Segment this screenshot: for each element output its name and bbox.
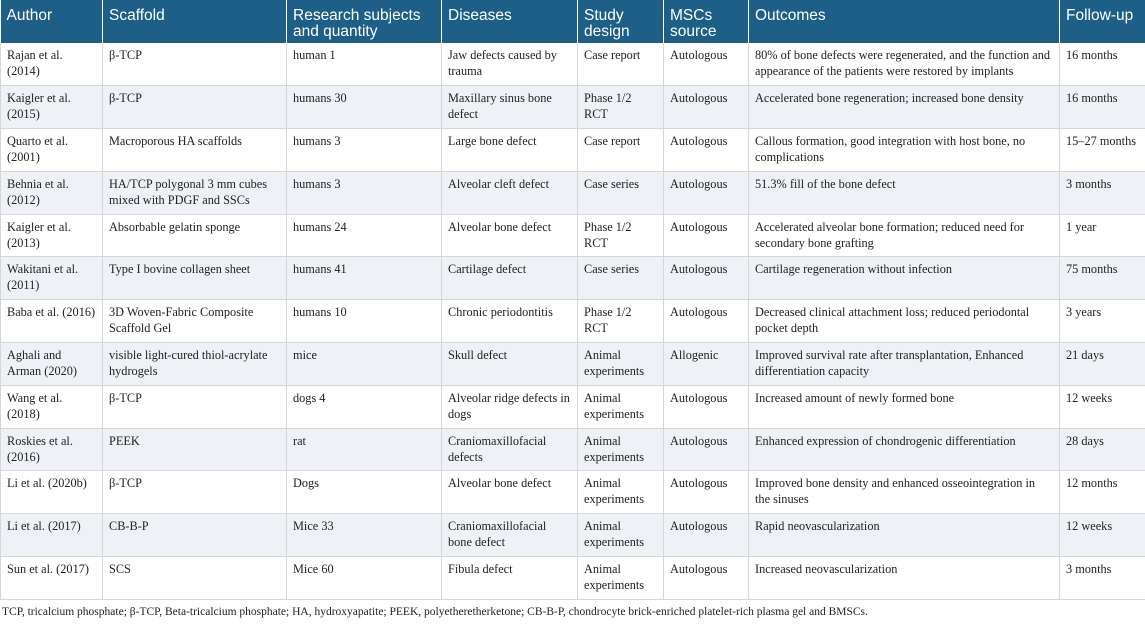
cell-diseases: Alveolar cleft defect [442,171,578,214]
table-footnote: TCP, tricalcium phosphate; β-TCP, Beta-tricalcium phosphate; HA, hydroxyapatite; PEEK, polyetheretherketone; CB-B-P, chondrocyte brick-enriched platelet-rich plasma gel and BMSCs. [2,605,868,618]
cell-diseases: Large bone defect [442,129,578,172]
cell-follow-up: 12 weeks [1060,385,1145,428]
cell-follow-up: 12 months [1060,471,1145,514]
cell-subjects: humans 3 [287,171,442,214]
cell-author: Baba et al. (2016) [1,300,103,343]
cell-subjects: human 1 [287,43,442,86]
cell-study-design: Phase 1/2 RCT [578,86,664,129]
table-row [1,300,1145,343]
header-mscs-source: MSCs source [664,0,749,43]
cell-study-design: Animal experiments [578,385,664,428]
cell-author: Rajan et al. (2014) [1,43,103,86]
cell-mscs-source: Autologous [664,129,749,172]
cell-subjects: mice [287,343,442,386]
table-row [1,129,1145,172]
cell-mscs-source: Autologous [664,300,749,343]
cell-outcomes: Improved bone density and enhanced osseointegration in the sinuses [749,471,1060,514]
table-row [1,471,1145,514]
cell-subjects: dogs 4 [287,385,442,428]
cell-scaffold: β-TCP [103,86,287,129]
header-outcomes: Outcomes [749,0,1060,43]
table-row [1,514,1145,557]
cell-scaffold: HA/TCP polygonal 3 mm cubes mixed with PDGF and SSCs [103,171,287,214]
cell-follow-up: 12 weeks [1060,514,1145,557]
cell-study-design: Animal experiments [578,514,664,557]
cell-follow-up: 75 months [1060,257,1145,300]
cell-mscs-source: Autologous [664,43,749,86]
cell-follow-up: 3 years [1060,300,1145,343]
cell-subjects: Dogs [287,471,442,514]
cell-study-design: Animal experiments [578,343,664,386]
cell-subjects: Mice 33 [287,514,442,557]
cell-subjects: humans 24 [287,214,442,257]
cell-scaffold: β-TCP [103,385,287,428]
cell-subjects: Mice 60 [287,557,442,600]
cell-follow-up: 16 months [1060,86,1145,129]
cell-mscs-source: Autologous [664,86,749,129]
cell-diseases: Chronic periodontitis [442,300,578,343]
cell-author: Sun et al. (2017) [1,557,103,600]
cell-follow-up: 16 months [1060,43,1145,86]
cell-follow-up: 28 days [1060,428,1145,471]
table-row [1,257,1145,300]
table-body [1,43,1145,599]
header-scaffold: Scaffold [103,0,287,43]
table-row [1,171,1145,214]
cell-outcomes: Increased neovascularization [749,557,1060,600]
cell-mscs-source: Autologous [664,557,749,600]
cell-study-design: Phase 1/2 RCT [578,300,664,343]
cell-follow-up: 3 months [1060,171,1145,214]
header-study-design: Study design [578,0,664,43]
cell-scaffold: CB-B-P [103,514,287,557]
cell-mscs-source: Autologous [664,171,749,214]
cell-scaffold: β-TCP [103,471,287,514]
cell-author: Kaigler et al. (2015) [1,86,103,129]
cell-scaffold: visible light-cured thiol-acrylate hydrogels [103,343,287,386]
cell-diseases: Cartilage defect [442,257,578,300]
header-row [1,0,1145,43]
cell-author: Kaigler et al. (2013) [1,214,103,257]
cell-subjects: humans 41 [287,257,442,300]
cell-diseases: Alveolar ridge defects in dogs [442,385,578,428]
cell-subjects: humans 10 [287,300,442,343]
cell-follow-up: 15–27 months [1060,129,1145,172]
cell-outcomes: Accelerated alveolar bone formation; reduced need for secondary bone grafting [749,214,1060,257]
cell-study-design: Case series [578,171,664,214]
cell-outcomes: Callous formation, good integration with host bone, no complications [749,129,1060,172]
cell-subjects: humans 30 [287,86,442,129]
cell-outcomes: Rapid neovascularization [749,514,1060,557]
cell-study-design: Case report [578,43,664,86]
cell-follow-up: 21 days [1060,343,1145,386]
cell-mscs-source: Autologous [664,428,749,471]
cell-study-design: Animal experiments [578,557,664,600]
table-row [1,557,1145,600]
header-research-subjects: Research subjects and quantity [287,0,442,43]
cell-subjects: humans 3 [287,129,442,172]
cell-author: Aghali and Arman (2020) [1,343,103,386]
cell-scaffold: Type I bovine collagen sheet [103,257,287,300]
cell-scaffold: PEEK [103,428,287,471]
cell-outcomes: Cartilage regeneration without infection [749,257,1060,300]
header-diseases: Diseases [442,0,578,43]
table-row [1,343,1145,386]
cell-study-design: Case report [578,129,664,172]
cell-author: Li et al. (2017) [1,514,103,557]
cell-diseases: Craniomaxillofacial bone defect [442,514,578,557]
cell-diseases: Fibula defect [442,557,578,600]
cell-outcomes: 51.3% fill of the bone defect [749,171,1060,214]
cell-author: Behnia et al. (2012) [1,171,103,214]
header-follow-up: Follow-up [1060,0,1145,43]
cell-author: Roskies et al. (2016) [1,428,103,471]
cell-outcomes: Increased amount of newly formed bone [749,385,1060,428]
cell-study-design: Animal experiments [578,471,664,514]
cell-follow-up: 1 year [1060,214,1145,257]
cell-author: Wakitani et al. (2011) [1,257,103,300]
cell-outcomes: Accelerated bone regeneration; increased bone density [749,86,1060,129]
cell-diseases: Skull defect [442,343,578,386]
table-row [1,43,1145,86]
cell-mscs-source: Autologous [664,514,749,557]
cell-diseases: Maxillary sinus bone defect [442,86,578,129]
cell-outcomes: Decreased clinical attachment loss; reduced periodontal pocket depth [749,300,1060,343]
table-row [1,428,1145,471]
cell-follow-up: 3 months [1060,557,1145,600]
table-row [1,385,1145,428]
table-header [1,0,1145,43]
cell-outcomes: 80% of bone defects were regenerated, and the function and appearance of the patients were restored by implants [749,43,1060,86]
cell-scaffold: β-TCP [103,43,287,86]
cell-scaffold: Macroporous HA scaffolds [103,129,287,172]
cell-mscs-source: Autologous [664,214,749,257]
cell-scaffold: Absorbable gelatin sponge [103,214,287,257]
cell-outcomes: Enhanced expression of chondrogenic differentiation [749,428,1060,471]
cell-subjects: rat [287,428,442,471]
cell-diseases: Craniomaxillofacial defects [442,428,578,471]
cell-study-design: Phase 1/2 RCT [578,214,664,257]
cell-mscs-source: Autologous [664,385,749,428]
cell-diseases: Alveolar bone defect [442,214,578,257]
cell-mscs-source: Autologous [664,257,749,300]
cell-scaffold: 3D Woven-Fabric Composite Scaffold Gel [103,300,287,343]
cell-scaffold: SCS [103,557,287,600]
header-author: Author [1,0,103,43]
cell-study-design: Case series [578,257,664,300]
table-row [1,86,1145,129]
table-row [1,214,1145,257]
cell-outcomes: Improved survival rate after transplantation, Enhanced differentiation capacity [749,343,1060,386]
cell-mscs-source: Allogenic [664,343,749,386]
cell-author: Quarto et al. (2001) [1,129,103,172]
cell-diseases: Alveolar bone defect [442,471,578,514]
cell-author: Wang et al. (2018) [1,385,103,428]
cell-author: Li et al. (2020b) [1,471,103,514]
cell-study-design: Animal experiments [578,428,664,471]
cell-diseases: Jaw defects caused by trauma [442,43,578,86]
cell-mscs-source: Autologous [664,471,749,514]
